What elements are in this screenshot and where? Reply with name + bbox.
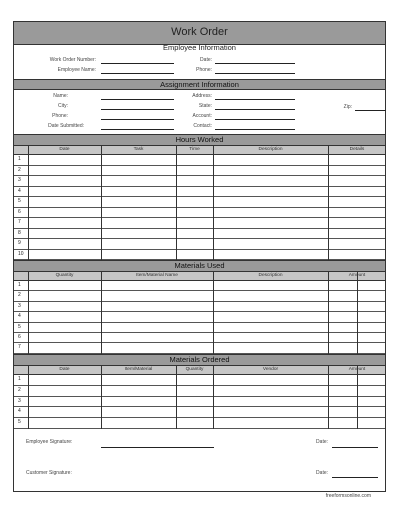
employee-signature-label: Employee Signature: xyxy=(26,439,73,445)
title-band xyxy=(14,22,385,45)
materials-used-row-number: 1 xyxy=(18,282,21,288)
assign-address-field[interactable] xyxy=(215,99,295,100)
materials-used-col-amount: Amount xyxy=(348,273,366,278)
materials-used-row[interactable] xyxy=(14,323,385,333)
assign-date-submitted-label: Date Submitted: xyxy=(48,123,84,129)
materials-ordered-column-divider xyxy=(101,366,102,429)
materials-ordered-col-date: Date xyxy=(59,367,70,372)
work-order-form xyxy=(13,21,386,492)
materials-ordered-col-item: Item/Material xyxy=(124,367,153,372)
materials-ordered-column-divider xyxy=(28,366,29,429)
employee-date-field[interactable] xyxy=(215,63,295,64)
hours-row[interactable] xyxy=(14,229,385,240)
materials-used-column-divider xyxy=(357,272,358,354)
materials-used-row-number: 6 xyxy=(18,334,21,340)
materials-ordered-column-divider xyxy=(328,366,329,429)
hours-row-number: 7 xyxy=(18,219,21,225)
materials-used-table-header xyxy=(14,272,385,281)
materials-used-col-description: Description xyxy=(258,273,283,278)
hours-column-divider xyxy=(213,146,214,260)
hours-column-divider xyxy=(101,146,102,260)
materials-ordered-row-number: 1 xyxy=(18,376,21,382)
hours-col-time: Time xyxy=(189,147,200,152)
assign-state-field[interactable] xyxy=(215,109,295,110)
materials-used-row[interactable] xyxy=(14,302,385,312)
hours-row[interactable] xyxy=(14,250,385,261)
hours-column-divider xyxy=(28,146,29,260)
hours-col-task: Task xyxy=(133,147,144,152)
materials-ordered-column-divider xyxy=(176,366,177,429)
materials-ordered-row[interactable] xyxy=(14,418,385,429)
materials-ordered-table-header xyxy=(14,366,385,375)
hours-row[interactable] xyxy=(14,166,385,177)
hours-row-number: 2 xyxy=(18,166,21,173)
materials-used-row-number: 7 xyxy=(18,344,21,351)
assign-zip-field[interactable] xyxy=(355,110,386,111)
form-title: Work Order xyxy=(171,26,228,38)
employee-signature-date-label: Date: xyxy=(316,439,328,445)
materials-ordered-col-vendor: Vendor xyxy=(262,367,279,372)
materials-ordered-row-number: 2 xyxy=(18,386,21,393)
assign-zip-label: Zip: xyxy=(343,104,352,110)
hours-row-number: 1 xyxy=(18,156,21,162)
hours-col-date: Date xyxy=(59,147,70,152)
materials-used-row[interactable] xyxy=(14,333,385,343)
materials-used-row[interactable] xyxy=(14,343,385,353)
hours-row[interactable] xyxy=(14,218,385,229)
hours-row[interactable] xyxy=(14,208,385,219)
materials-used-row-number: 4 xyxy=(18,313,21,320)
materials-ordered-row[interactable] xyxy=(14,375,385,386)
employee-name-field[interactable] xyxy=(101,73,174,74)
assign-city-label: City: xyxy=(58,103,68,109)
hours-row[interactable] xyxy=(14,239,385,250)
employee-signature-field[interactable] xyxy=(101,447,214,448)
hours-row-number: 6 xyxy=(18,208,21,215)
materials-ordered-column-divider xyxy=(213,366,214,429)
assign-phone-label: Phone: xyxy=(52,113,68,119)
work-order-number-label: Work Order Number: xyxy=(49,57,96,63)
assign-name-label: Name: xyxy=(53,93,68,99)
hours-row[interactable] xyxy=(14,176,385,187)
customer-signature-date-field[interactable] xyxy=(332,477,378,478)
materials-used-row[interactable] xyxy=(14,281,385,291)
materials-used-column-divider xyxy=(28,272,29,354)
materials-used-col-item: Item/Material Name xyxy=(136,273,178,278)
hours-row-number: 4 xyxy=(18,187,21,194)
materials-ordered-column-divider xyxy=(357,366,358,429)
assign-phone-field[interactable] xyxy=(101,119,174,120)
hours-row[interactable] xyxy=(14,187,385,198)
materials-ordered-row-number: 4 xyxy=(18,408,21,415)
hours-column-divider xyxy=(176,146,177,260)
work-order-number-field[interactable] xyxy=(101,63,174,64)
materials-ordered-col-amount: Amount xyxy=(348,367,366,372)
hours-row-number: 9 xyxy=(18,240,21,246)
hours-row[interactable] xyxy=(14,155,385,166)
materials-used-section-band xyxy=(14,260,385,272)
assign-city-field[interactable] xyxy=(101,109,174,110)
materials-used-section-title: Materials Used xyxy=(174,261,225,271)
materials-used-col-quantity: Quantity xyxy=(55,273,74,278)
assign-contact-field[interactable] xyxy=(215,129,295,130)
materials-used-column-divider xyxy=(213,272,214,354)
assign-contact-label: Contact: xyxy=(193,123,212,129)
materials-used-column-divider xyxy=(101,272,102,354)
hours-row-number: 5 xyxy=(18,198,21,204)
hours-section-band xyxy=(14,134,385,146)
hours-col-details: Details xyxy=(349,147,365,152)
assign-address-label: Address: xyxy=(192,93,212,99)
materials-ordered-row[interactable] xyxy=(14,386,385,397)
materials-used-row[interactable] xyxy=(14,312,385,322)
materials-used-row[interactable] xyxy=(14,291,385,301)
hours-table-header xyxy=(14,146,385,155)
materials-used-row-number: 5 xyxy=(18,323,21,330)
materials-ordered-row-number: 3 xyxy=(18,397,21,404)
hours-col-description: Description xyxy=(258,147,283,152)
materials-ordered-row[interactable] xyxy=(14,397,385,408)
employee-phone-label: Phone: xyxy=(196,67,212,73)
customer-signature-label: Customer Signature: xyxy=(26,470,72,476)
assign-date-submitted-field[interactable] xyxy=(101,129,174,130)
hours-column-divider xyxy=(328,146,329,260)
hours-row[interactable] xyxy=(14,197,385,208)
materials-used-column-divider xyxy=(328,272,329,354)
employee-phone-field[interactable] xyxy=(215,73,295,74)
assign-state-label: State: xyxy=(198,103,212,109)
employee-date-label: Date: xyxy=(200,57,212,63)
hours-row-number: 3 xyxy=(18,177,21,183)
materials-used-row-number: 3 xyxy=(18,302,21,309)
assign-name-field[interactable] xyxy=(101,99,174,100)
materials-ordered-row[interactable] xyxy=(14,407,385,418)
materials-used-row-number: 2 xyxy=(18,292,21,299)
materials-ordered-section-band xyxy=(14,354,385,366)
hours-row-number: 10 xyxy=(18,250,24,257)
employee-signature-date-field[interactable] xyxy=(332,447,378,448)
assignment-section-title: Assignment Information xyxy=(160,79,239,89)
materials-ordered-row-number: 5 xyxy=(18,419,21,426)
customer-signature-date-label: Date: xyxy=(316,470,328,476)
assign-account-field[interactable] xyxy=(215,119,295,120)
footer-text: freeformsonline.com xyxy=(325,493,371,499)
materials-ordered-section-title: Materials Ordered xyxy=(169,355,230,365)
employee-section-title: Employee Information xyxy=(163,43,236,52)
assign-account-label: Account: xyxy=(192,113,212,119)
materials-ordered-col-quantity: Quantity xyxy=(185,367,204,372)
assignment-section-band xyxy=(14,79,385,90)
hours-section-title: Hours Worked xyxy=(175,135,224,145)
employee-name-label: Employee Name: xyxy=(57,67,96,73)
hours-row-number: 8 xyxy=(18,229,21,236)
